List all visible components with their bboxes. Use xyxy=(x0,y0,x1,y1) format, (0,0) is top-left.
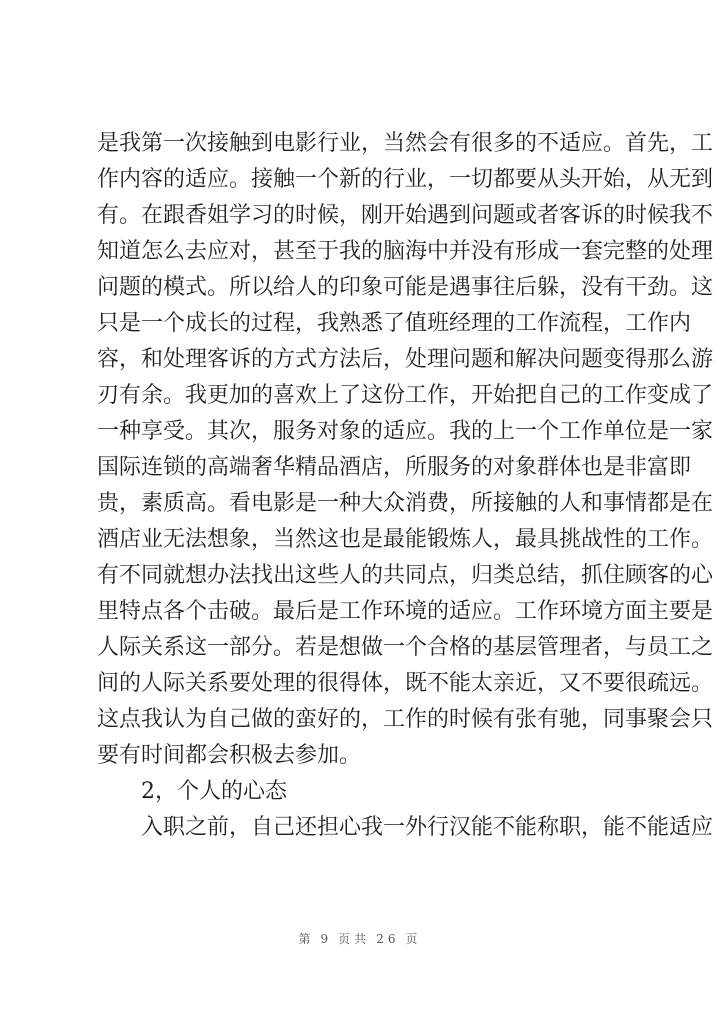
paragraph-line-16: 间的人际关系要处理的很得体，既不能太亲近，又不要很疏远。 xyxy=(97,671,714,696)
section-heading: 2，个人的心态 xyxy=(141,779,287,804)
paragraph-line-18: 要有时间都会积极去参加。 xyxy=(97,743,362,768)
paragraph-line-17: 这点我认为自己做的蛮好的，工作的时候有张有驰，同事聚会只 xyxy=(97,707,714,732)
page-footer xyxy=(0,930,720,947)
paragraph-line-6: 只是一个成长的过程，我熟悉了值班经理的工作流程，工作内 xyxy=(97,311,692,336)
paragraph-line-12: 酒店业无法想象，当然这也是最能锻炼人，最具挑战性的工作。 xyxy=(97,527,714,552)
paragraph-line-last: 入职之前，自己还担心我一外行汉能不能称职，能不能适应 xyxy=(141,815,714,840)
paragraph-line-10: 国际连锁的高端奢华精品酒店，所服务的对象群体也是非富即 xyxy=(97,455,692,480)
paragraph-line-8: 刃有余。我更加的喜欢上了这份工作，开始把自己的工作变成了 xyxy=(97,383,714,408)
paragraph-line-11: 贵，素质高。看电影是一种大众消费，所接触的人和事情都是在 xyxy=(97,491,714,516)
footer-page-number: 9 xyxy=(320,932,333,946)
paragraph-line-1: 是我第一次接触到电影行业，当然会有很多的不适应。首先，工 xyxy=(97,131,714,156)
paragraph-line-15: 人际关系这一部分。若是想做一个合格的基层管理者，与员工之 xyxy=(97,635,714,660)
paragraph-line-3: 有。在跟香姐学习的时候，刚开始遇到问题或者客诉的时候我不 xyxy=(97,203,714,228)
paragraph-line-9: 一种享受。其次，服务对象的适应。我的上一个工作单位是一家 xyxy=(97,419,714,444)
footer-middle: 页共 xyxy=(338,932,371,946)
footer-prefix: 第 xyxy=(298,932,315,946)
footer-total-pages: 26 xyxy=(376,932,400,946)
paragraph-line-14: 里特点各个击破。最后是工作环境的适应。工作环境方面主要是 xyxy=(97,599,714,624)
paragraph-line-13: 有不同就想办法找出这些人的共同点，归类总结，抓住顾客的心 xyxy=(97,563,714,588)
paragraph-line-4: 知道怎么去应对，甚至于我的脑海中并没有形成一套完整的处理 xyxy=(97,239,714,264)
paragraph-line-2: 作内容的适应。接触一个新的行业，一切都要从头开始，从无到 xyxy=(97,167,714,192)
footer-suffix: 页 xyxy=(405,932,422,946)
paragraph-line-7: 容，和处理客诉的方式方法后，处理问题和解决问题变得那么游 xyxy=(97,347,714,372)
paragraph-line-5: 问题的模式。所以给人的印象可能是遇事往后躲，没有干劲。这 xyxy=(97,275,714,300)
